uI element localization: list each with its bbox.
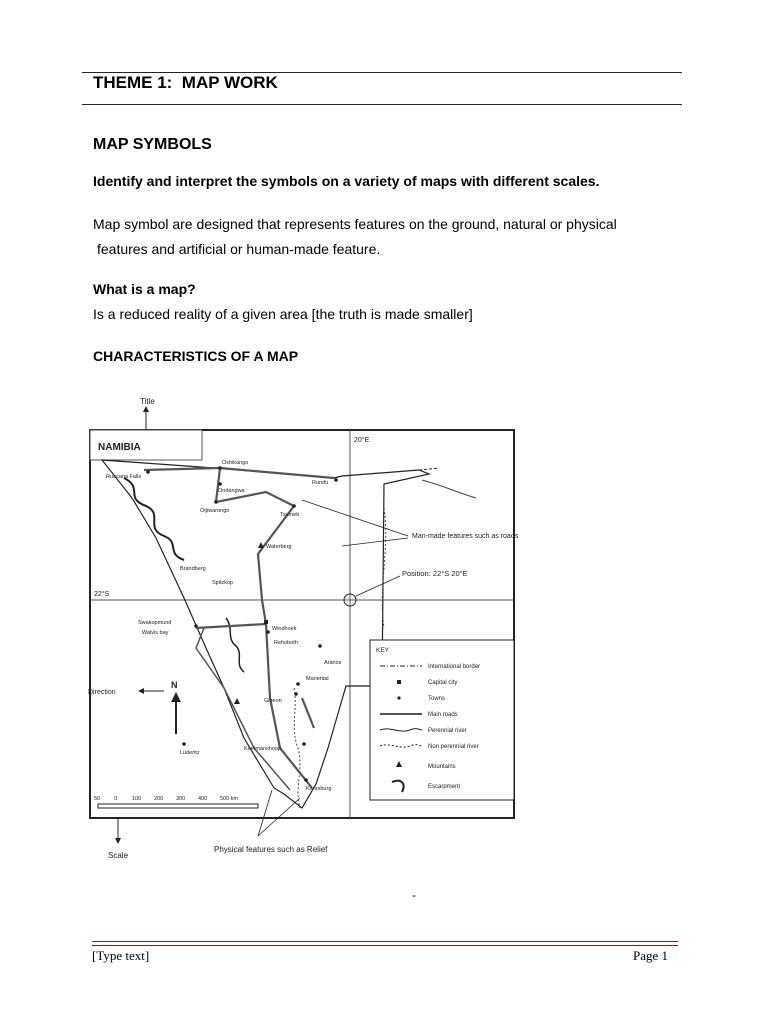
footer-rule xyxy=(92,941,678,946)
place-label: Ruacana Falls xyxy=(106,474,142,480)
map-country-name: NAMIBIA xyxy=(98,442,141,453)
place-label: Rehoboth xyxy=(274,640,298,646)
physical-arrow xyxy=(258,790,272,836)
secondary-road xyxy=(196,628,290,790)
key-item-label: Towns xyxy=(428,696,446,702)
key-item-label: International border xyxy=(428,664,481,670)
scale-tick: 0 xyxy=(114,796,118,802)
page-title: THEME 1: MAP WORK xyxy=(93,73,278,92)
place-label: Lüderitz xyxy=(180,750,200,756)
caprivi-border xyxy=(419,468,439,470)
place-label: Ondangwa xyxy=(218,488,245,494)
key-item-label: Non perennial river xyxy=(428,744,479,750)
scale-tick: 300 xyxy=(176,796,186,802)
scale-tick: 500 km xyxy=(220,796,239,802)
physical-label: Physical features such as Relief xyxy=(214,845,328,854)
escarpment-line xyxy=(124,478,184,560)
place-label: Otjiwarongo xyxy=(200,508,230,514)
place-label: Rundu xyxy=(312,480,329,486)
place-label: Gibeon xyxy=(264,698,282,704)
place-label: Walvis bay xyxy=(142,630,169,636)
key-item-label: Escarpment xyxy=(428,784,461,790)
place-label: Keetmanshoop xyxy=(244,746,281,752)
intro-paragraph xyxy=(93,212,693,262)
place-label: Spitzkop xyxy=(212,580,234,586)
north-arrow-head xyxy=(171,692,181,702)
key-title: KEY xyxy=(376,647,390,654)
section-heading: MAP SYMBOLS xyxy=(93,136,212,153)
direction-arrow-head xyxy=(138,688,144,694)
place-label: Windhoek xyxy=(272,626,297,632)
intro-line-1: Map symbol are designed that represents features on the ground, natural or physical xyxy=(93,216,617,232)
scale-ticks xyxy=(94,796,238,802)
man-made-arrow-2 xyxy=(342,538,408,546)
place-label: Aranos xyxy=(324,660,342,666)
capital-marker xyxy=(264,620,268,624)
direction-label: Direction xyxy=(88,689,116,696)
question-heading: What is a map? xyxy=(93,281,196,297)
place-label: Brandberg xyxy=(180,566,206,572)
perennial-river xyxy=(422,480,476,498)
key-item-label: Main roads xyxy=(428,712,458,718)
latitude-label: 22°S xyxy=(94,591,110,598)
place-label: Waterberg xyxy=(266,544,292,550)
place-label: Tsumeb xyxy=(280,512,300,518)
scale-tick: 200 xyxy=(154,796,164,802)
header-bottom-rule xyxy=(82,104,682,105)
title-arrow-head xyxy=(143,406,149,412)
footer-placeholder: [Type text] xyxy=(92,948,150,963)
main-roads xyxy=(144,468,334,788)
mountain-marker xyxy=(258,542,264,548)
objective-text: Identify and interpret the symbols on a variety of maps with different scales. xyxy=(93,173,600,189)
characteristics-heading: CHARACTERISTICS OF A MAP xyxy=(93,348,299,364)
key-item-label: Mountains xyxy=(428,764,456,770)
man-made-label: Man-made features such as roads xyxy=(412,533,519,540)
mountain-marker-2 xyxy=(234,698,240,704)
position-label: Position: 22°S 20°E xyxy=(402,569,468,578)
question-answer: Is a reduced reality of a given area [the truth is made smaller] xyxy=(93,306,473,322)
man-made-arrow xyxy=(302,500,408,536)
key-item-label: Perennial river xyxy=(428,728,467,734)
scale-bar xyxy=(98,804,258,808)
position-arrow xyxy=(356,576,400,596)
stray-dash: - xyxy=(412,888,416,902)
title-label: Title xyxy=(140,397,155,406)
place-label: Swakopmund xyxy=(138,620,172,626)
scale-tick: 100 xyxy=(132,796,142,802)
place-label: Mariental xyxy=(306,676,329,682)
key-item-label: Capital city xyxy=(428,680,458,686)
place-label: Oshikango xyxy=(222,460,249,466)
north-label: N xyxy=(171,680,178,690)
map-figure xyxy=(84,388,524,878)
scale-label: Scale xyxy=(108,851,129,860)
scale-tick: 50 xyxy=(94,796,101,802)
longitude-label: 20°E xyxy=(354,437,370,444)
scale-arrow-head xyxy=(115,838,121,844)
page-number: Page 1 xyxy=(633,948,669,963)
place-label: Karasburg xyxy=(306,786,332,792)
scale-tick: 400 xyxy=(198,796,208,802)
intro-line-2: features and artificial or human-made feature. xyxy=(97,241,381,257)
